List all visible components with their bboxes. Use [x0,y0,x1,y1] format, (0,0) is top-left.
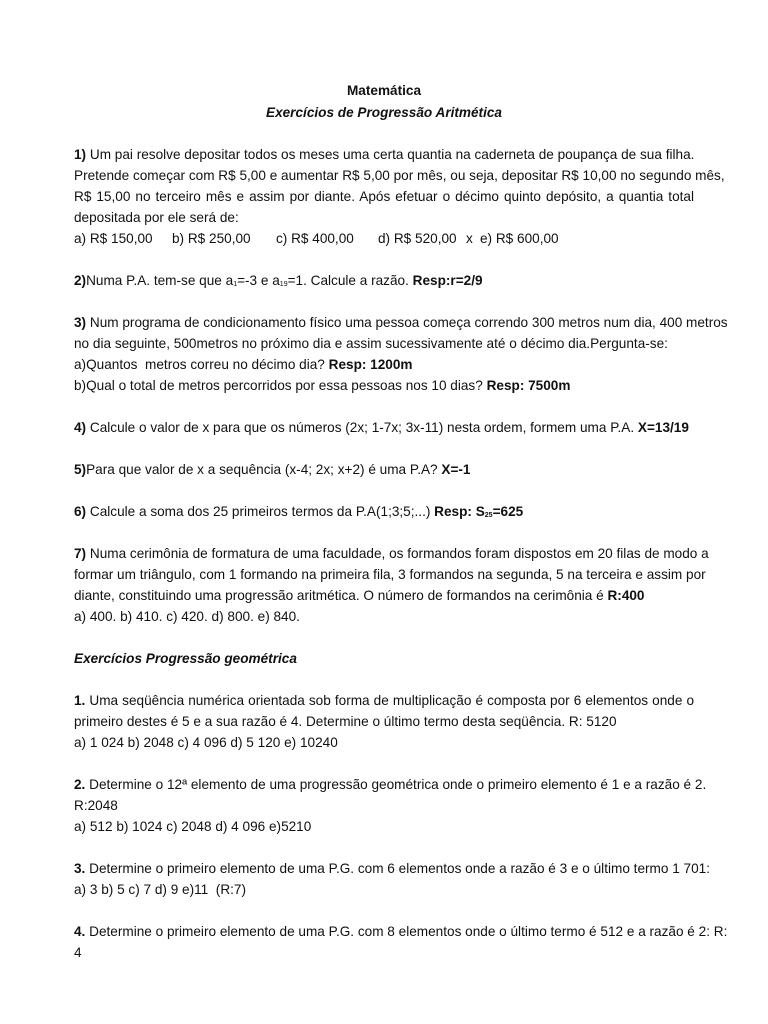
document-subtitle: Exercícios de Progressão Aritmética [266,105,502,120]
question-line: Pretende começar com R$ 5,00 e aumentar R$ 5,00 por mês, ou seja, depositar R$ 10,00 no segundo mês, [74,168,725,183]
option-c: c) R$ 400,00 [276,231,354,246]
answer-options: a) 512 b) 1024 c) 2048 d) 4 096 e)5210 [74,819,312,834]
question-line: no dia seguinte, 500metros no próximo dia e assim sucessivamente até o décimo dia.Pergunta-se: [74,336,668,351]
question-line [74,691,694,711]
question-text: Uma seqüência numérica orientada sob forma de multiplicação é composta por 6 elementos onde o [89,693,694,708]
question-text: diante, constituindo uma progressão aritmética. O número de formandos na cerimônia é [74,588,608,603]
question-line: R:2048 [74,798,118,813]
question-number: 2. [74,777,86,792]
question-number: 2) [74,273,87,288]
document-title: Matemática [346,83,422,98]
question-text: Num programa de condicionamento físico uma pessoa começa correndo 300 metros num dia, 400 metros [89,315,728,330]
question-text: Um pai resolve depositar todos os meses uma certa quantia na caderneta de poupança de sua filha. [89,147,695,162]
pa-question-4 [74,418,694,438]
answer: Resp: 7500m [486,378,571,393]
subscript: 25 [484,512,493,519]
question-number: 1. [74,693,86,708]
question-number: 3. [74,861,86,876]
option-e: e) R$ 600,00 [480,231,559,246]
question-line: 4 [74,945,82,960]
question-number: 5) [74,462,87,477]
question-line [74,544,709,564]
question-text: Numa cerimônia de formatura de uma faculdade, os formandos foram dispostos em 20 filas de modo a [89,546,709,561]
marked-answer-x: x [466,231,473,246]
answer [434,504,523,519]
subscript: 1 [233,281,238,288]
sub-question-b [74,376,694,396]
question-line: formar um triângulo, com 1 formando na primeira fila, 3 formandos na segunda, 5 na terceira e assim por [74,567,706,582]
pg-section-heading: Exercícios Progressão geométrica [74,651,297,666]
answer-text: Resp: S [434,504,485,519]
subscript: 19 [279,281,288,288]
question-text: Determine o primeiro elemento de uma P.G. com 8 elementos onde o último termo é 512 e a razão é 2: R: [89,924,728,939]
question-number: 4. [74,924,86,939]
option-b: b) R$ 250,00 [172,231,251,246]
question-text: Calcule a soma dos 25 primeiros termos da P.A(1;3;5;...) [89,504,435,519]
answer: X=13/19 [637,420,689,435]
answer: Resp: 1200m [328,357,413,372]
question-text: =-3 e a [237,273,280,288]
option-d: d) R$ 520,00 [378,231,457,246]
question-number: 3) [74,315,87,330]
question-text: b)Qual o total de metros percorridos por essa pessoas nos 10 dias? [74,378,487,393]
question-line: primeiro destes é 5 e a sua razão é 4. Determine o último termo desta seqüência. R: 5120 [74,714,617,729]
question-line [74,586,694,606]
question-text: Calcule o valor de x para que os números (2x; 1-7x; 3x-11) nesta ordem, formem uma P.A. [89,420,638,435]
option-a: a) R$ 150,00 [74,231,153,246]
pa-question-5 [74,460,694,480]
question-number: 6) [74,504,87,519]
answer-options: a) 1 024 b) 2048 c) 4 096 d) 5 120 e) 10240 [74,735,338,750]
pa-question-2 [74,271,694,291]
question-number: 4) [74,420,87,435]
answer: Resp:r=2/9 [412,273,483,288]
answer-options: a) 400. b) 410. c) 420. d) 800. e) 840. [74,609,300,624]
question-text: Numa P.A. tem-se que a [86,273,234,288]
question-text: a)Quantos metros correu no décimo dia? [74,357,329,372]
question-text: Determine o primeiro elemento de uma P.G. com 6 elementos onde a razão é 3 e o último termo 1 701: [89,861,710,876]
question-text: Determine o 12ª elemento de uma progressão geométrica onde o primeiro elemento é 1 e a razão é 2. [89,777,707,792]
question-line [74,313,728,333]
answer-options: a) 3 b) 5 c) 7 d) 9 e)11 (R:7) [74,882,246,897]
question-line [74,859,710,879]
question-line: R$ 15,00 no terceiro mês e assim por diante. Após efetuar o décimo quinto depósito, a quantia total [74,189,694,204]
question-text: Para que valor de x a sequência (x-4; 2x; x+2) é uma P.A? [86,462,442,477]
question-number: 7) [74,546,87,561]
sub-question-a [74,355,694,375]
question-text: =1. Calcule a razão. [287,273,413,288]
question-line [74,922,728,942]
question-line [74,145,694,165]
answer: R:400 [607,588,645,603]
answer-text: =625 [492,504,524,519]
pa-question-6 [74,502,694,522]
answer: X=-1 [441,462,471,477]
question-line: depositada por ele será de: [74,210,239,225]
question-line [74,775,707,795]
answer-options [74,229,694,249]
question-number: 1) [74,147,87,162]
